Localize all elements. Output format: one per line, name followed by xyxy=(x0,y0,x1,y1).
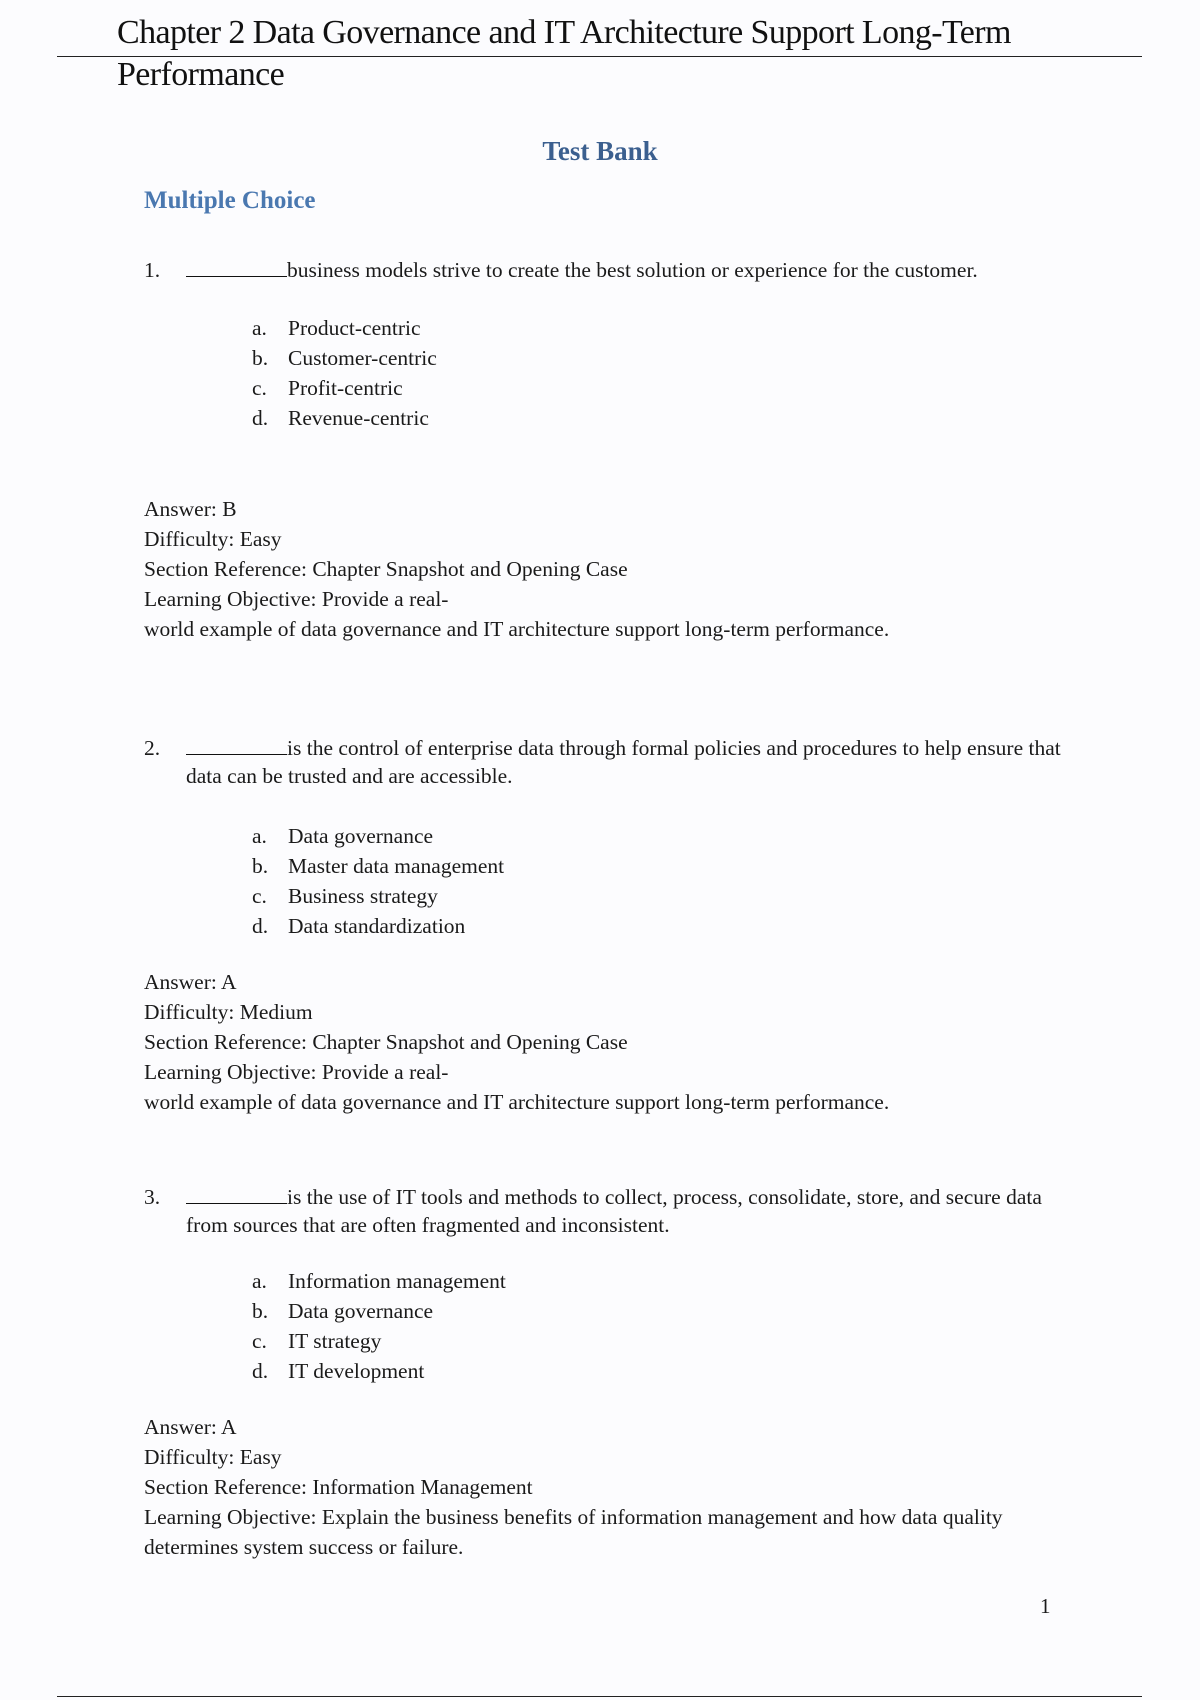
section-reference: Section Reference: Chapter Snapshot and Opening Case xyxy=(144,1030,628,1054)
option-letter: d. xyxy=(252,1359,269,1383)
question-stem xyxy=(144,256,1064,284)
option-item xyxy=(252,851,1064,881)
option-text: Revenue-centric xyxy=(288,406,429,430)
section-reference: Section Reference: Chapter Snapshot and Opening Case xyxy=(144,557,628,581)
answer-metadata xyxy=(144,967,1064,1117)
option-letter: c. xyxy=(252,376,267,400)
learning-objective-cont: world example of data governance and IT architecture support long-term performance. xyxy=(144,1090,890,1114)
doc-title-text: Test Bank xyxy=(542,136,658,166)
difficulty: Difficulty: Medium xyxy=(144,1000,313,1024)
option-item xyxy=(252,313,1064,343)
answer-metadata xyxy=(144,494,1064,644)
question-3 xyxy=(144,1183,1064,1562)
option-letter: b. xyxy=(252,346,269,370)
answer-blank xyxy=(186,1184,287,1204)
option-text: IT strategy xyxy=(288,1329,382,1353)
question-number: 1. xyxy=(144,258,161,282)
learning-objective-cont: world example of data governance and IT architecture support long-term performance. xyxy=(144,617,890,641)
option-item xyxy=(252,1296,1064,1326)
option-item xyxy=(252,911,1064,941)
option-list xyxy=(252,1266,1064,1386)
difficulty: Difficulty: Easy xyxy=(144,527,282,551)
difficulty: Difficulty: Easy xyxy=(144,1445,282,1469)
option-letter: c. xyxy=(252,1329,267,1353)
answer: Answer: A xyxy=(144,970,237,994)
chapter-title: Chapter 2 Data Governance and IT Architecture Support Long-Term Performance xyxy=(117,14,1011,93)
question-stem xyxy=(144,1183,1064,1239)
learning-objective: Learning Objective: Provide a real- xyxy=(144,1060,449,1084)
learning-objective: Learning Objective: Provide a real- xyxy=(144,587,449,611)
option-list xyxy=(252,821,1064,941)
footer-rule xyxy=(57,1696,1142,1697)
section-reference: Section Reference: Information Management xyxy=(144,1475,533,1499)
option-list xyxy=(252,313,1064,433)
question-number: 3. xyxy=(144,1185,161,1209)
answer-metadata xyxy=(144,1412,1064,1562)
option-text: IT development xyxy=(288,1359,425,1383)
header-rule xyxy=(57,56,1142,57)
option-text: Information management xyxy=(288,1269,506,1293)
option-item xyxy=(252,821,1064,851)
option-item xyxy=(252,1266,1064,1296)
option-text: Product-centric xyxy=(288,316,421,340)
answer: Answer: A xyxy=(144,1415,237,1439)
option-item xyxy=(252,343,1064,373)
option-letter: b. xyxy=(252,1299,269,1323)
option-item xyxy=(252,881,1064,911)
option-text: Master data management xyxy=(288,854,505,878)
option-text: Data governance xyxy=(288,1299,434,1323)
option-letter: d. xyxy=(252,406,269,430)
option-text: Profit-centric xyxy=(288,376,403,400)
question-text: is the control of enterprise data through formal policies and procedures to help ensure that data can be trusted and are accessible. xyxy=(186,736,1061,788)
question-1 xyxy=(144,256,1064,644)
learning-objective: Learning Objective: Explain the business benefits of information management and how data quality determines system success or failure. xyxy=(144,1505,1003,1559)
option-item xyxy=(252,1326,1064,1356)
answer-blank xyxy=(186,257,287,277)
option-text: Data standardization xyxy=(288,914,466,938)
option-text: Business strategy xyxy=(288,884,438,908)
option-item xyxy=(252,373,1064,403)
section-heading: Multiple Choice xyxy=(144,187,316,214)
option-item xyxy=(252,1356,1064,1386)
option-letter: a. xyxy=(252,316,267,340)
option-letter: a. xyxy=(252,824,267,848)
question-text: business models strive to create the best solution or experience for the customer. xyxy=(287,258,978,282)
option-letter: b. xyxy=(252,854,269,878)
question-2 xyxy=(144,734,1064,1117)
answer-blank xyxy=(186,735,287,755)
doc-title xyxy=(0,136,1200,167)
option-item xyxy=(252,403,1064,433)
answer: Answer: B xyxy=(144,497,237,521)
option-letter: d. xyxy=(252,914,269,938)
page-number: 1 xyxy=(1040,1594,1051,1618)
option-text: Customer-centric xyxy=(288,346,437,370)
question-number: 2. xyxy=(144,736,161,760)
question-stem xyxy=(144,734,1064,790)
question-text: is the use of IT tools and methods to collect, process, consolidate, store, and secure data from sources that are often fragmented and inconsistent. xyxy=(186,1185,1042,1237)
option-text: Data governance xyxy=(288,824,434,848)
option-letter: a. xyxy=(252,1269,267,1293)
option-letter: c. xyxy=(252,884,267,908)
